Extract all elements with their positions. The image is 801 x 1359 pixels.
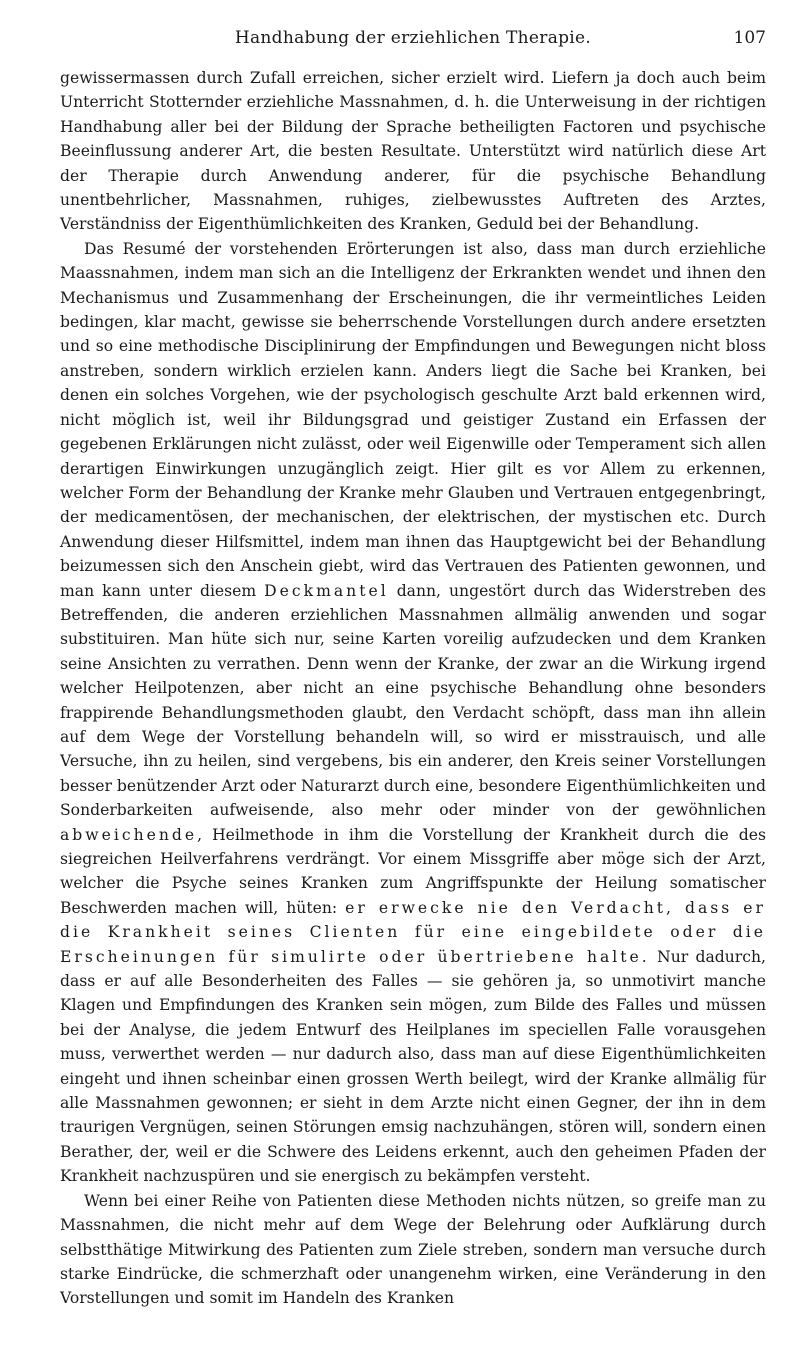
text-run: Das Resumé der vorstehenden Erörterungen ist also, dass man durch erziehliche Maassnahmen, indem man sich an die Intelligenz der Erkrankten wendet und ihnen den Mechanismus und Zusammenhang der Erscheinungen, die ihr vermeintliches Leiden bedingen, klar macht, gewisse sie beherrschende Vorstellungen durch andere ersetzten und so eine methodische Disciplinirung der Empfindungen und Bewegungen nicht bloss anstreben, sondern wirklich erzielen kann. Anders liegt die Sache bei Kranken, bei denen ein solches Vorgehen, wie der psychologisch geschulte Arzt bald erkennen wird, nicht möglich ist, weil ihr Bildungsgrad und geistiger Zustand ein Erfassen der gegebenen Erklärungen nicht zulässt, oder weil Eigenwille oder Temperament sich allen derartigen Einwirkungen unzugänglich zeigt. Hier gilt es vor Allem zu erkennen, welcher Form der Behandlung der Kranke mehr Glauben und Vertrauen entgegenbringt, der medicamentösen, der mechanischen, der elektrischen, der mystischen etc. Durch Anwendung dieser Hilfsmittel, indem man ihnen das Hauptgewicht bei der Behandlung beizumessen sich den Anschein giebt, wird das Vertrauen des Patienten gewonnen, und man kann unter diesem <box>60 239 766 600</box>
page-header <box>60 28 766 54</box>
text-run: Nur dadurch, dass er auf alle Besonderheiten des Falles — sie gehören ja, so unmotivirt manche Klagen und Empfindungen des Kranken sein mögen, zum Bilde des Falles und müssen bei der Analyse, die jedem Entwurf des Heilplanes im speciellen Falle vorausgehen muss, verwerthet werden — nur dadurch also, dass man auf diese Eigenthümlichkeiten eingeht und ihnen scheinbar einen grossen Werth beilegt, wird der Kranke allmälig für alle Massnahmen gewonnen; er sieht in dem Arzte nicht einen Gegner, der ihn in dem traurigen Vergnügen, seinen Störungen emsig nachzuhängen, stören will, sondern einen Berather, der, weil er die Schwere des Leidens erkennt, auch den geheimen Pfaden der Krankheit nachzuspüren und sie energisch zu bekämpfen versteht. <box>60 947 766 1186</box>
emphasis-spaced: er erwecke nie den Verdacht, dass er die Krankheit seines Clienten für eine eingebildete oder die Erscheinungen für simulirte oder übertriebene halte. <box>60 898 766 966</box>
emphasis-spaced: abweichende <box>60 825 198 844</box>
paragraph-3 <box>60 1189 766 1311</box>
text-run: Wenn bei einer Reihe von Patienten diese Methoden nichts nützen, so greife man zu Massnahmen, die nicht mehr auf dem Wege der Belehrung oder Aufklärung durch selbstthätige Mitwirkung des Patienten zum Ziele streben, sondern man versuche durch starke Eindrücke, die schmerzhaft oder unangenehm wirken, eine Veränderung in den Vorstellungen und somit im Handeln des Kranken <box>60 1191 766 1308</box>
page-number: 107 <box>733 28 766 48</box>
body-text <box>60 66 766 1311</box>
emphasis-spaced: Deckmantel <box>264 581 389 600</box>
paragraph-2 <box>60 237 766 1189</box>
text-run: dann, ungestört durch das Widerstreben des Betreffenden, die anderen erziehlichen Massnahmen allmälig anwenden und sogar substituiren. Man hüte sich nur, seine Karten voreilig aufzudecken und dem Kranken seine Ansichten zu verrathen. Denn wenn der Kranke, der zwar an die Wirkung irgend welcher Heilpotenzen, aber nicht an eine psychische Behandlung ohne besonders frappirende Behandlungsmethoden glaubt, den Verdacht schöpft, dass man ihn allein auf dem Wege der Vorstellung behandeln will, so wird er misstrauisch, und alle Versuche, ihn zu heilen, sind vergebens, bis ein anderer, den Kreis seiner Vorstellungen besser benützender Arzt oder Naturarzt durch eine, besondere Eigenthümlichkeiten und Sonderbarkeiten aufweisende, also mehr oder minder von der gewöhnlichen <box>60 581 766 820</box>
paragraph-1 <box>60 66 766 237</box>
running-title: Handhabung der erziehlichen Therapie. <box>234 28 592 48</box>
book-page <box>60 28 766 1311</box>
text-run: gewissermassen durch Zufall erreichen, sicher erzielt wird. Liefern ja doch auch beim Unterricht Stotternder erziehliche Massnahmen, d. h. die Unterweisung in der richtigen Handhabung aller bei der Bildung der Sprache betheiligten Factoren und psychische Beeinflussung anderer Art, die besten Resultate. Unterstützt wird natürlich diese Art der Therapie durch Anwendung anderer, für die psychische Behandlung unentbehrlicher, Massnahmen, ruhiges, zielbewusstes Auftreten des Arztes, Verständniss der Eigenthümlichkeiten des Kranken, Geduld bei der Behandlung. <box>60 69 766 234</box>
text-run: , Heilmethode in ihm die Vorstellung der Krankheit durch die des siegreichen Heilverfahrens verdrängt. Vor einem Missgriffe aber möge sich der Arzt, welcher die Psyche seines Kranken zum Angriffspunkte der Heilung somatischer Beschwerden machen will, hüten: <box>60 825 766 917</box>
